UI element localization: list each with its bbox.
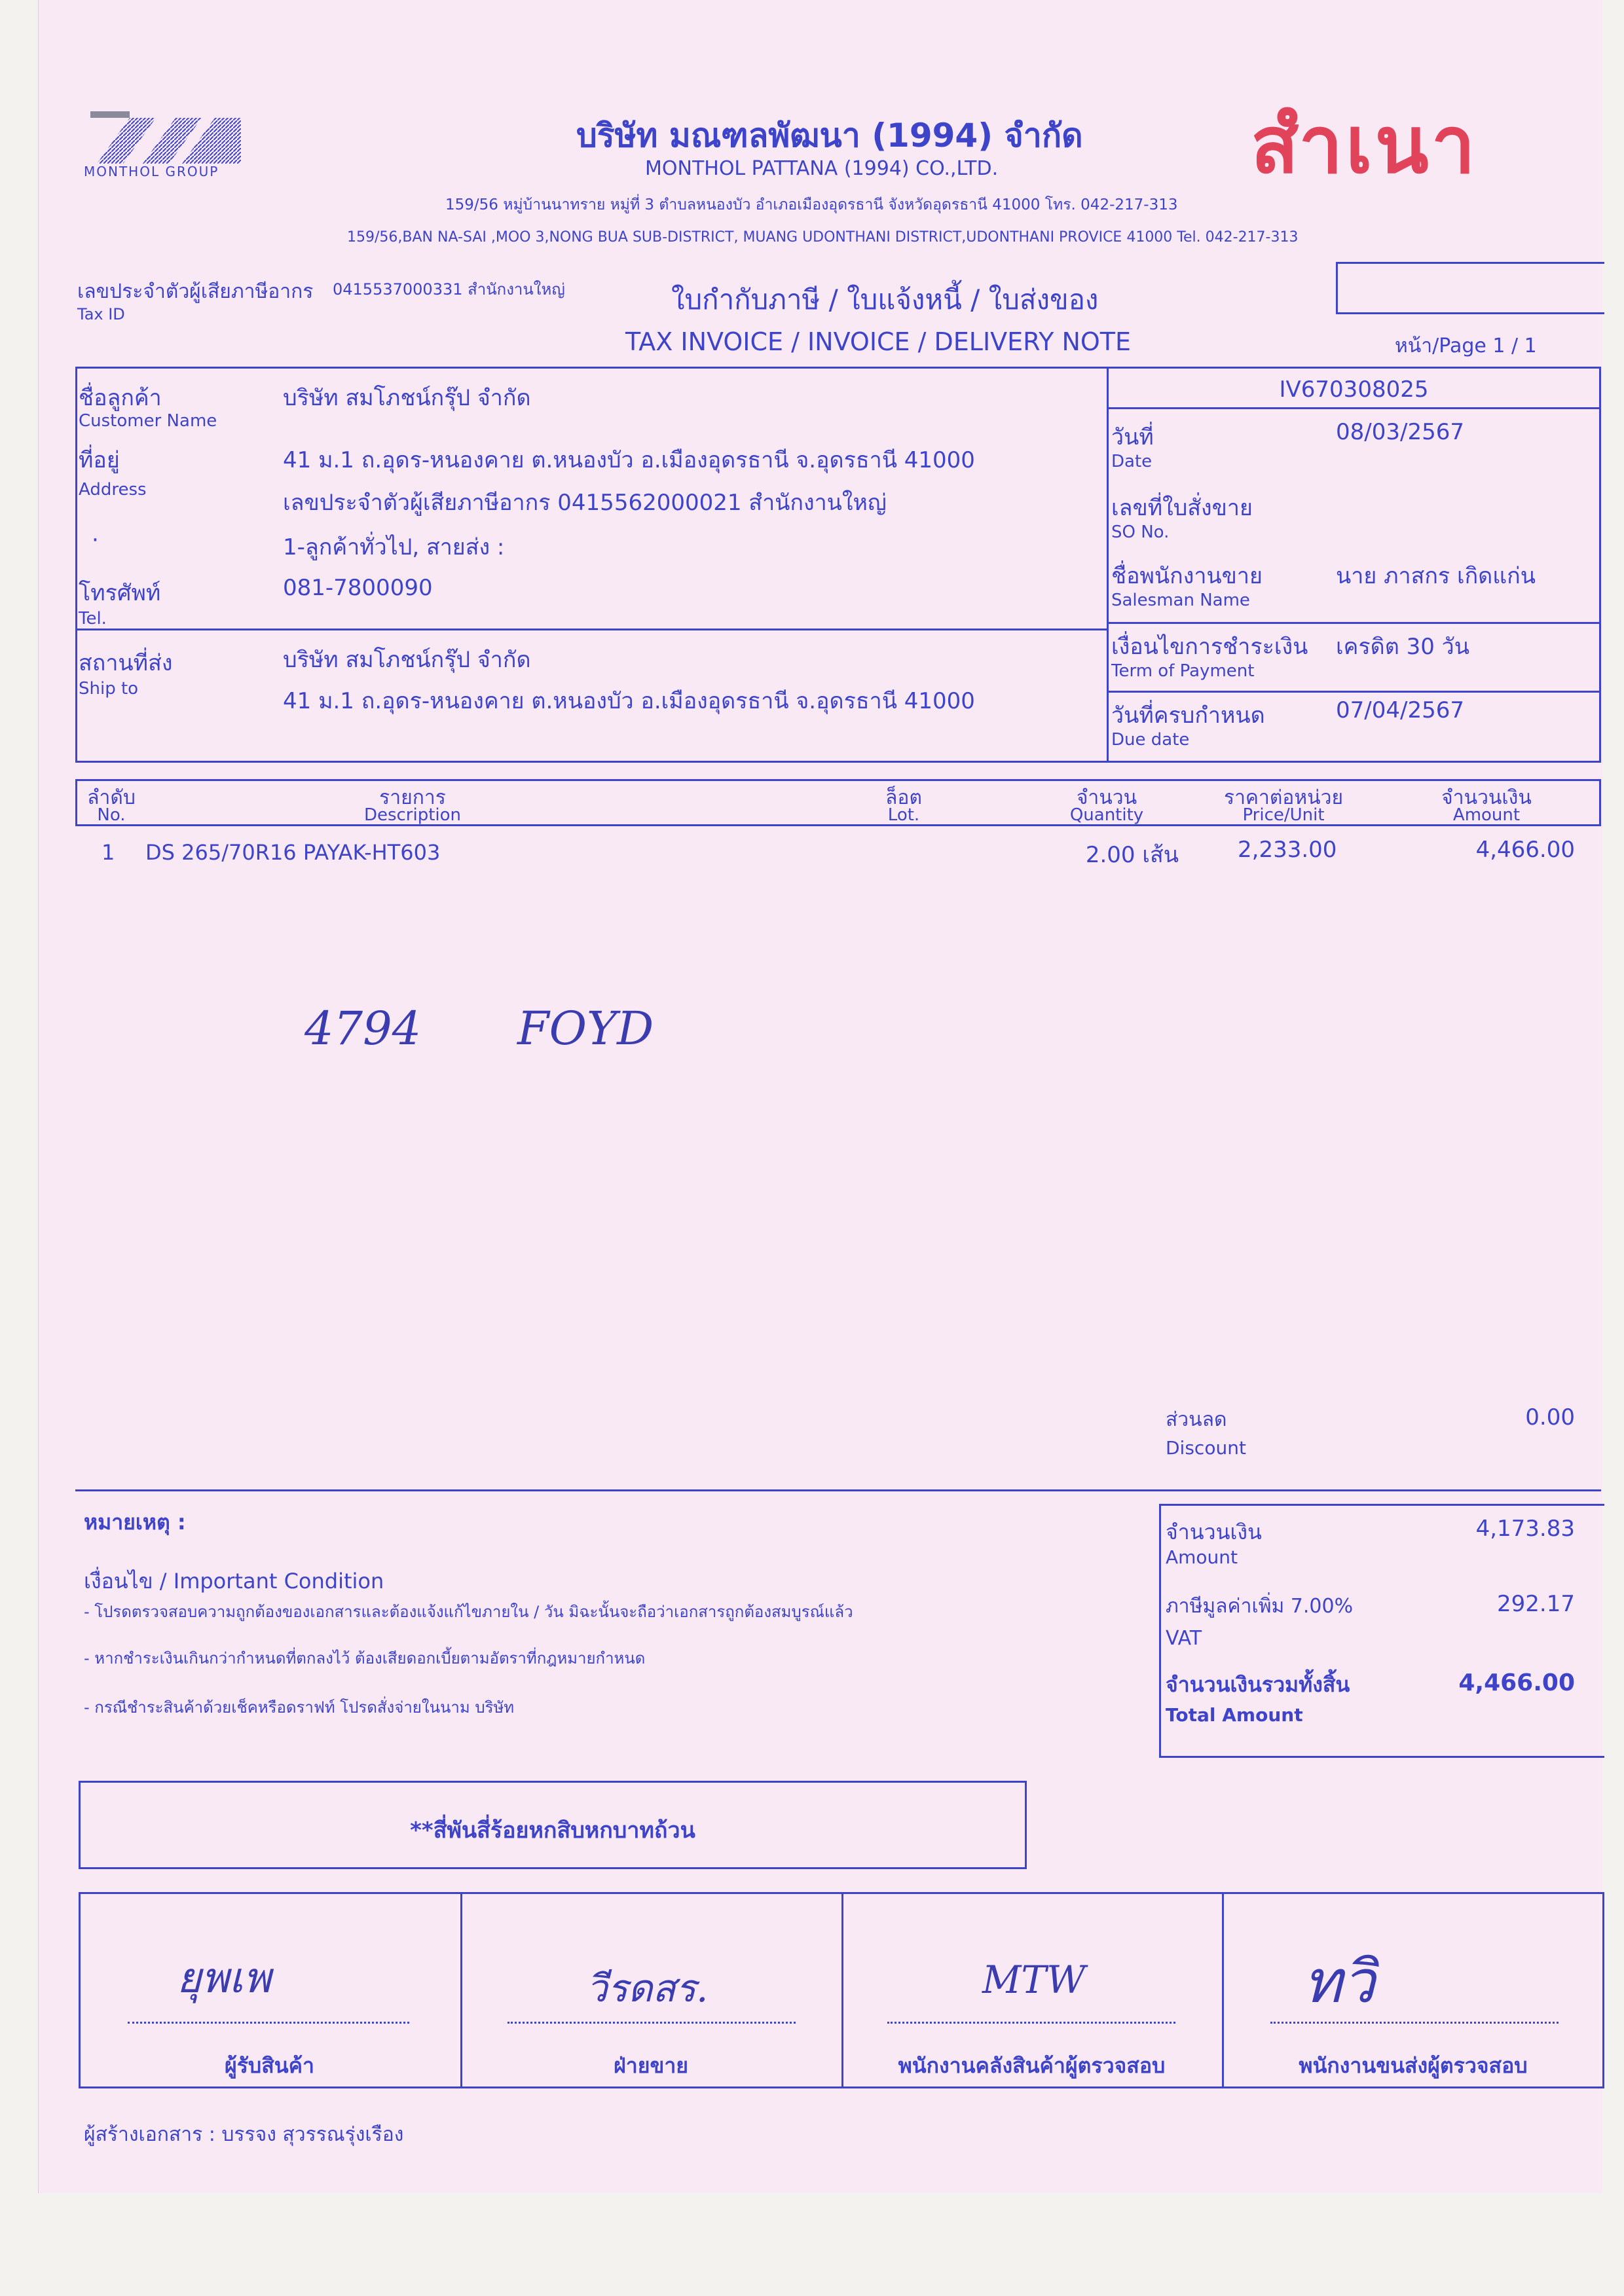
tel-label-th: โทรศัพท์ — [79, 580, 161, 606]
so-label-th: เลขที่ใบสั่งขาย — [1111, 495, 1253, 521]
total-label-en: Total Amount — [1166, 1704, 1303, 1726]
tax-id-label-en: Tax ID — [77, 305, 125, 323]
customer-tel: 081-7800090 — [283, 575, 433, 601]
salesman-name: นาย ภาสกร เกิดแก่น — [1336, 563, 1536, 589]
logo-text: MONTHOL GROUP — [84, 164, 219, 179]
customer-type-line: 1-ลูกค้าทั่วไป, สายส่ง : — [283, 534, 505, 560]
so-label-en: SO No. — [1111, 522, 1170, 542]
salesman-label-th: ชื่อพนักงานขาย — [1111, 563, 1263, 589]
col-lot-en: Lot. — [887, 805, 920, 825]
company-address-en: 159/56,BAN NA-SAI ,MOO 3,NONG BUA SUB-DISTRICT, MUANG UDONTHANI DISTRICT,UDONTHANI PROVICE 41000 Tel. 042-217-313 — [347, 229, 1299, 246]
vat-label-en: VAT — [1166, 1627, 1202, 1650]
company-address-th: 159/56 หมู่บ้านนาทราย หมู่ที่ 3 ตำบลหนองบัว อำเภอเมืองอุดรธานี จังหวัดอุดรธานี 41000 โทร. 042-217-313 — [445, 196, 1178, 213]
vat-value: 292.17 — [1497, 1591, 1575, 1617]
signature-label-sales: ฝ่ายขาย — [613, 2053, 689, 2078]
salesman-label-en: Salesman Name — [1111, 591, 1250, 610]
due-label-th: วันที่ครบกำหนด — [1111, 702, 1265, 729]
due-label-en: Due date — [1111, 730, 1190, 750]
tax-id-label-th: เลขประจำตัวผู้เสียภาษีอากร — [77, 280, 314, 303]
due-divider — [1107, 691, 1601, 693]
discount-label-th: ส่วนลด — [1166, 1408, 1227, 1431]
summary-divider — [75, 1489, 1601, 1491]
row-amount: 4,466.00 — [1475, 837, 1575, 863]
condition-2: - หากชำระเงินเกินกว่ากำหนดที่ตกลงไว้ ต้องเสียดอกเบี้ยตามอัตราที่กฎหมายกำหนด — [84, 1649, 646, 1667]
customer-tax-line: เลขประจำตัวผู้เสียภาษีอากร 0415562000021 สำนักงานใหญ่ — [283, 490, 887, 516]
blank-top-box — [1336, 262, 1604, 314]
signature-label-delivery: พนักงานขนส่งผู้ตรวจสอบ — [1299, 2053, 1528, 2078]
doc-title-th: ใบกำกับภาษี / ใบแจ้งหนี้ / ใบส่งของ — [671, 283, 1099, 316]
condition-title: เงื่อนไข / Important Condition — [84, 1569, 384, 1594]
company-logo — [84, 105, 254, 183]
col-amount-en: Amount — [1452, 805, 1521, 825]
discount-label-en: Discount — [1166, 1437, 1246, 1459]
page-number: หน้า/Page 1 / 1 — [1395, 335, 1537, 357]
signature-line-2 — [507, 2022, 796, 2024]
invoice-date: 08/03/2567 — [1336, 419, 1464, 445]
handwritten-word: FOYD — [517, 1002, 654, 1055]
invoice-number-underline — [1107, 407, 1601, 409]
col-lot-th: ล็อต — [885, 786, 922, 809]
company-name-en: MONTHOL PATTANA (1994) CO.,LTD. — [645, 157, 999, 180]
copy-stamp: สำเนา — [1251, 100, 1479, 191]
customer-name: บริษัท สมโภชน์กรุ๊ป จำกัด — [283, 385, 531, 411]
signature-line-3 — [887, 2022, 1175, 2024]
customer-dot: · — [92, 527, 99, 553]
col-no-th: ลำดับ — [87, 786, 136, 809]
row-no: 1 — [101, 840, 115, 865]
company-name-th: บริษัท มณฑลพัฒนา (1994) จำกัด — [576, 117, 1083, 155]
col-price-en: Price/Unit — [1242, 805, 1325, 825]
customer-name-label-th: ชื่อลูกค้า — [79, 385, 162, 411]
condition-1: - โปรดตรวจสอบความถูกต้องของเอกสารและต้องแจ้งแก้ไขภายใน / วัน มิฉะนั้นจะถือว่าเอกสารถูกต้องสมบูรณ์แล้ว — [84, 1603, 853, 1621]
ship-label-th: สถานที่ส่ง — [79, 650, 173, 676]
document-creator: ผู้สร้างเอกสาร : บรรจง สุวรรณรุ่งเรือง — [84, 2123, 404, 2146]
payment-term: เครดิต 30 วัน — [1336, 634, 1469, 660]
tel-label-en: Tel. — [79, 609, 107, 629]
date-label-en: Date — [1111, 452, 1153, 471]
col-qty-en: Quantity — [1069, 805, 1144, 825]
total-label-th: จำนวนเงินรวมทั้งสิ้น — [1166, 1672, 1350, 1697]
signature-line-4 — [1270, 2022, 1559, 2024]
condition-3: - กรณีชำระสินค้าด้วยเช็คหรือดราฟท์ โปรดสั่งจ่ายในนาม บริษัท — [84, 1698, 515, 1717]
vat-label-th: ภาษีมูลค่าเพิ่ม 7.00% — [1166, 1595, 1354, 1618]
amount-value: 4,173.83 — [1475, 1516, 1575, 1542]
signature-line-1 — [128, 2022, 409, 2024]
row-quantity: 2.00 เส้น — [1085, 842, 1179, 868]
ship-label-en: Ship to — [79, 679, 139, 699]
col-qty-th: จำนวน — [1076, 786, 1137, 809]
doc-title-en: TAX INVOICE / INVOICE / DELIVERY NOTE — [625, 327, 1132, 356]
payment-divider — [1107, 622, 1601, 624]
amount-label-en: Amount — [1166, 1546, 1238, 1568]
row-description: DS 265/70R16 PAYAK-HT603 — [145, 840, 441, 865]
handwritten-number: 4794 — [304, 1002, 422, 1055]
total-value: 4,466.00 — [1458, 1669, 1575, 1696]
amount-in-words: **สี่พันสี่ร้อยหกสิบหกบาทถ้วน — [410, 1817, 695, 1844]
signature-scribble-1: ยุพเพ — [177, 1954, 271, 2003]
discount-value: 0.00 — [1525, 1404, 1575, 1430]
row-price: 2,233.00 — [1238, 837, 1337, 863]
ship-divider — [75, 629, 1107, 630]
invoice-number: IV670308025 — [1279, 376, 1429, 403]
signature-scribble-3: MTW — [982, 1958, 1086, 2002]
tax-id-value: 0415537000331 สำนักงานใหญ่ — [333, 280, 565, 299]
date-label-th: วันที่ — [1111, 424, 1154, 450]
ship-name: บริษัท สมโภชน์กรุ๊ป จำกัด — [283, 647, 531, 673]
address-label-th: ที่อยู่ — [79, 447, 120, 473]
col-desc-th: รายการ — [379, 786, 446, 809]
due-date: 07/04/2567 — [1336, 697, 1464, 723]
remarks-title: หมายเหตุ : — [84, 1510, 186, 1535]
col-desc-en: Description — [363, 805, 462, 825]
payment-label-th: เงื่อนไขการชำระเงิน — [1111, 634, 1308, 660]
ship-address: 41 ม.1 ถ.อุดร-หนองคาย ต.หนองบัว อ.เมืองอุดรธานี จ.อุดรธานี 41000 — [283, 688, 975, 714]
col-price-th: ราคาต่อหน่วย — [1223, 786, 1344, 809]
signature-scribble-2: วีรดสร. — [586, 1966, 709, 2011]
customer-name-label-en: Customer Name — [79, 411, 217, 431]
customer-address: 41 ม.1 ถ.อุดร-หนองคาย ต.หนองบัว อ.เมืองอุดรธานี จ.อุดรธานี 41000 — [283, 447, 975, 473]
col-no-en: No. — [97, 805, 126, 825]
info-divider — [1107, 367, 1109, 763]
signature-scribble-4: ทวิ — [1303, 1948, 1375, 2016]
signature-label-receiver: ผู้รับสินค้า — [224, 2053, 315, 2078]
amount-label-th: จำนวนเงิน — [1166, 1520, 1262, 1544]
payment-label-en: Term of Payment — [1111, 661, 1255, 681]
signature-label-warehouse: พนักงานคลังสินค้าผู้ตรวจสอบ — [898, 2053, 1166, 2078]
address-label-en: Address — [79, 480, 147, 500]
col-amount-th: จำนวนเงิน — [1441, 786, 1532, 809]
